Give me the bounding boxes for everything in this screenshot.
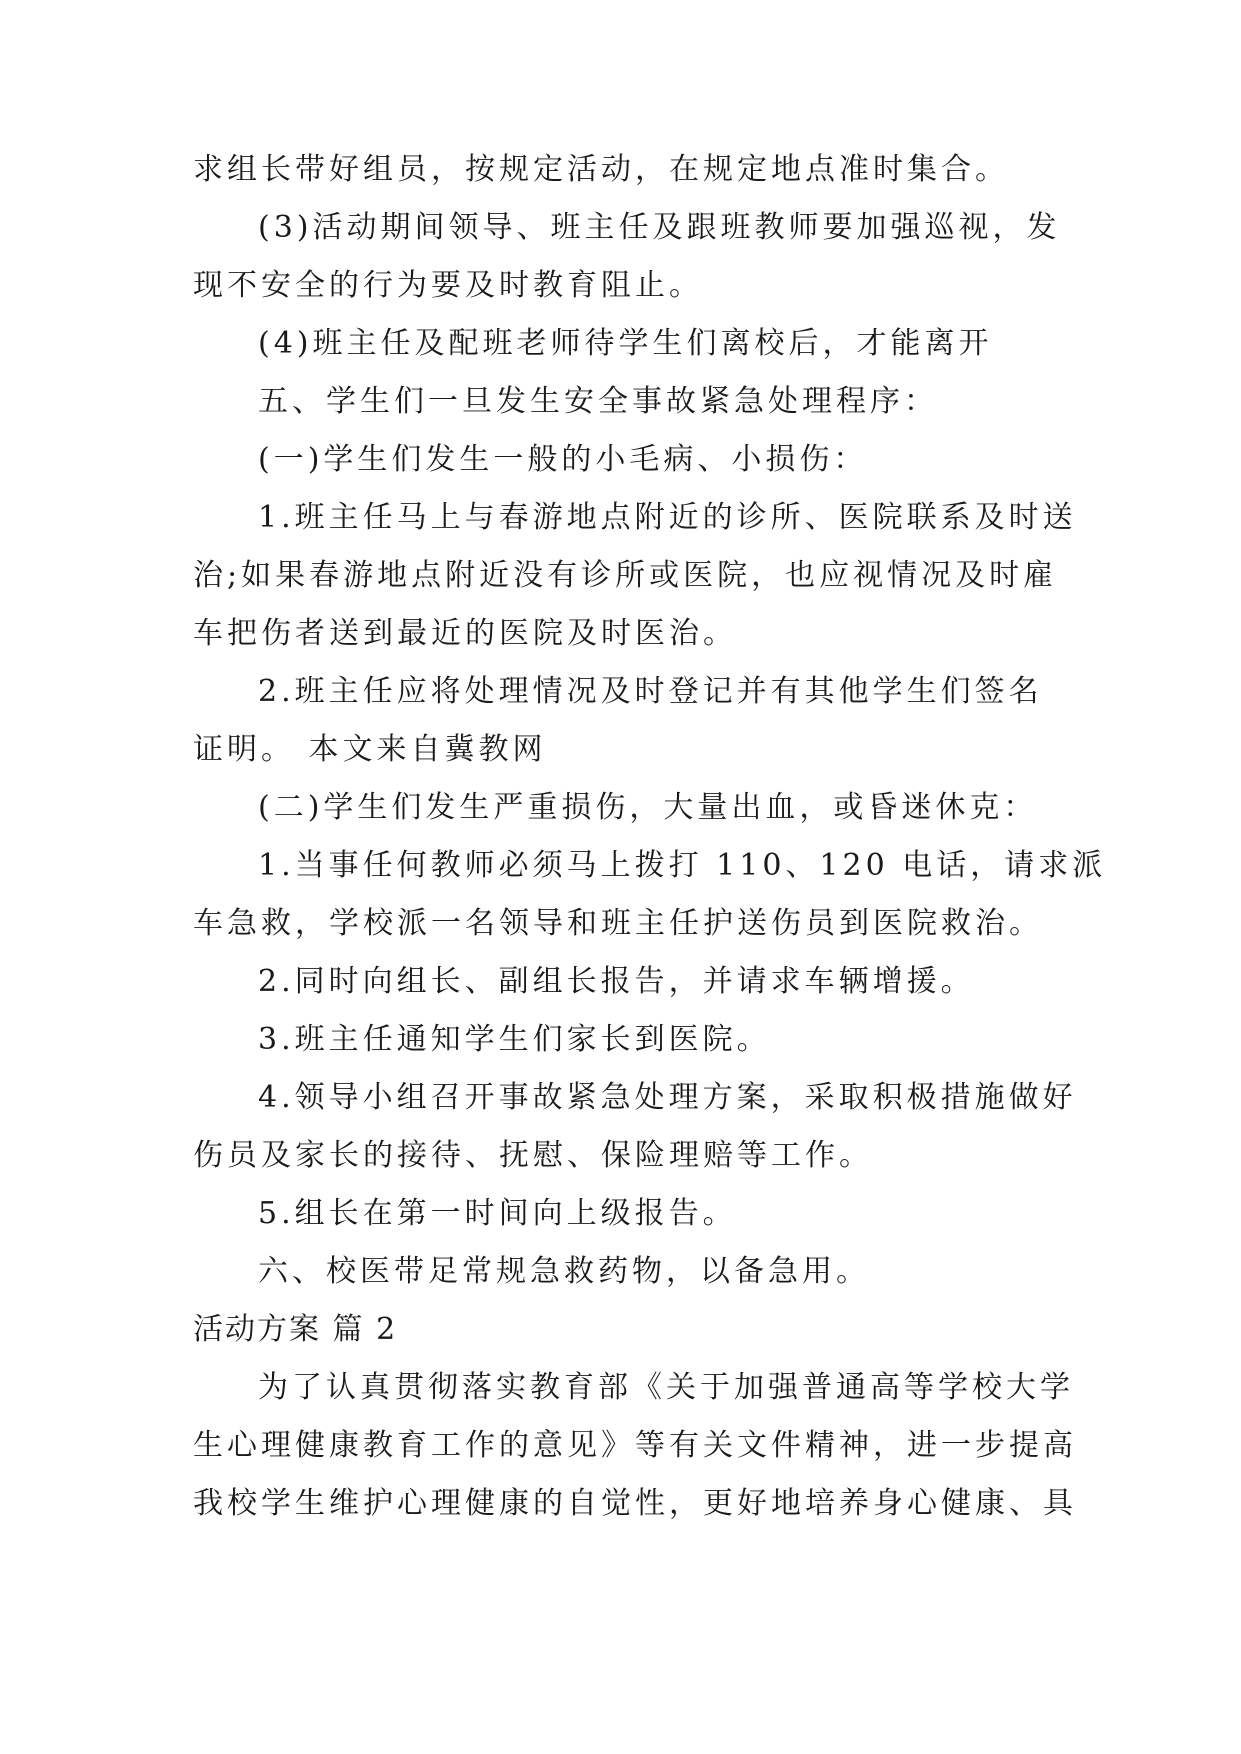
subsection-heading: (一)学生们发生一般的小毛病、小损伤：: [258, 442, 868, 477]
text-line: 1.当事任何教师必须马上拨打 110、120 电话，请求派: [258, 848, 1107, 883]
text-line: 我校学生维护心理健康的自觉性，更好地培养身心健康、具: [193, 1486, 1077, 1521]
document-section-title: 活动方案 篇 2: [193, 1312, 398, 1347]
text-line: 伤员及家长的接待、抚慰、保险理赔等工作。: [193, 1138, 873, 1173]
text-line: 3.班主任通知学生们家长到医院。: [258, 1022, 771, 1057]
text-line: 证明。 本文来自冀教网: [193, 732, 547, 767]
text-line: (4)班主任及配班老师待学生们离校后，才能离开: [258, 326, 993, 361]
text-line: 为了认真贯彻落实教育部《关于加强普通高等学校大学: [258, 1370, 1074, 1405]
text-line: 2.同时向组长、副组长报告，并请求车辆增援。: [258, 964, 975, 999]
text-line: 车急救，学校派一名领导和班主任护送伤员到医院救治。: [193, 906, 1043, 941]
subsection-heading: (二)学生们发生严重损伤，大量出血，或昏迷休克：: [258, 790, 1038, 825]
text-line: 2.班主任应将处理情况及时登记并有其他学生们签名: [258, 674, 1043, 709]
section-heading: 六、校医带足常规急救药物，以备急用。: [258, 1254, 870, 1289]
text-line: 5.组长在第一时间向上级报告。: [258, 1196, 737, 1231]
text-line: 治;如果春游地点附近没有诊所或医院，也应视情况及时雇: [193, 558, 1058, 593]
text-line: 现不安全的行为要及时教育阻止。: [193, 268, 703, 303]
text-line: 生心理健康教育工作的意见》等有关文件精神，进一步提高: [193, 1428, 1077, 1463]
section-heading: 五、学生们一旦发生安全事故紧急处理程序：: [258, 384, 938, 419]
text-line: 车把伤者送到最近的医院及时医治。: [193, 616, 737, 651]
text-line: 求组长带好组员，按规定活动，在规定地点准时集合。: [193, 152, 1009, 187]
text-line: (3)活动期间领导、班主任及跟班教师要加强巡视，发: [258, 210, 1061, 245]
text-line: 4.领导小组召开事故紧急处理方案，采取积极措施做好: [258, 1080, 1077, 1115]
text-line: 1.班主任马上与春游地点附近的诊所、医院联系及时送: [258, 500, 1077, 535]
